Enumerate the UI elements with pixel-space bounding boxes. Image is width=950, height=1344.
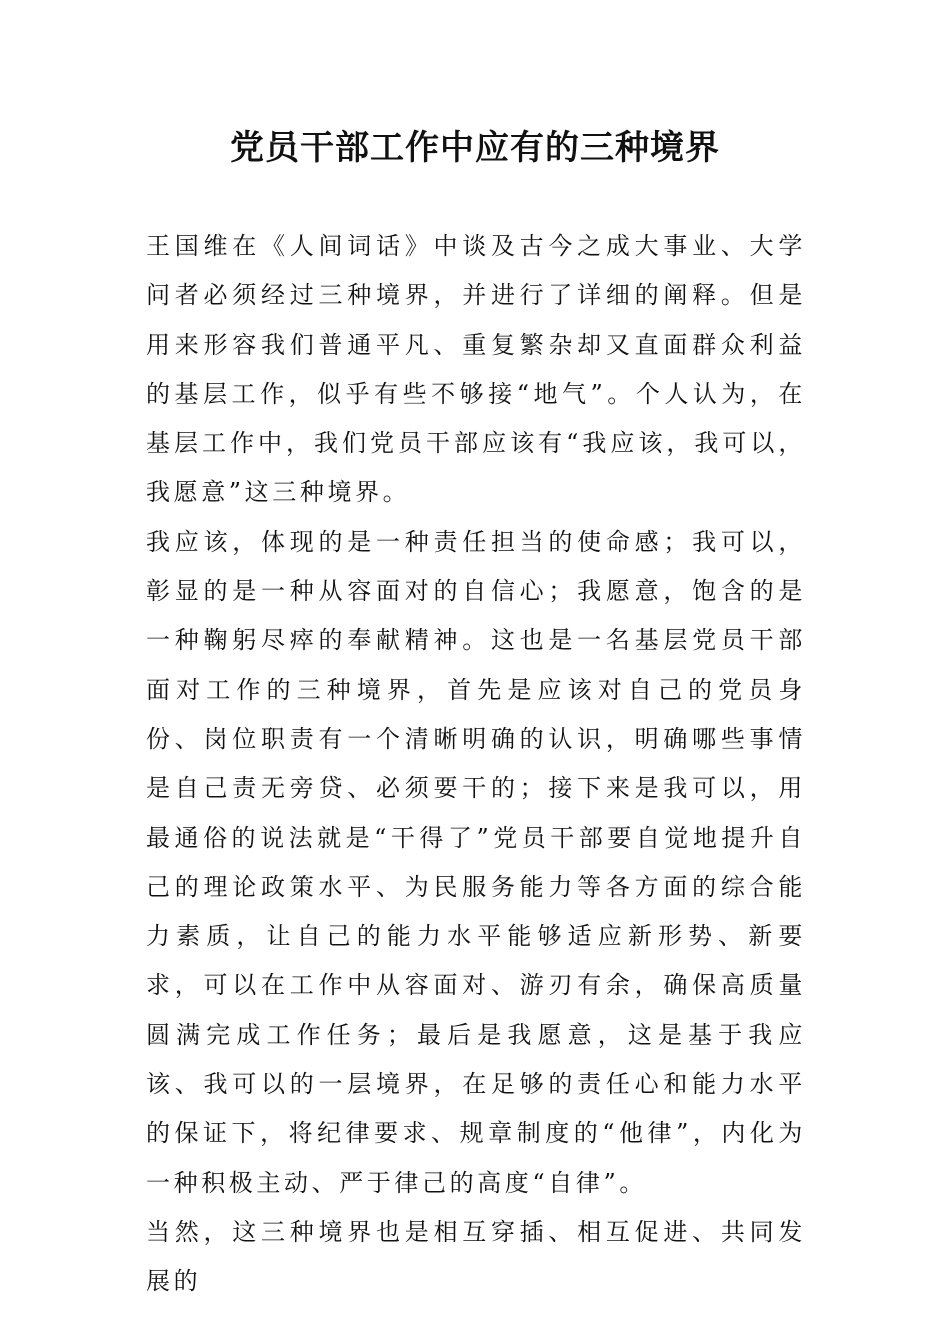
document-title: 党员干部工作中应有的三种境界 [230,128,720,168]
document-body [146,222,806,1307]
paragraph-three-realms: 我应该，体现的是一种责任担当的使命感；我可以，彰显的是一种从容面对的自信心；我愿意，饱含的是一种鞠躬尽瘁的奉献精神。这也是一名基层党员干部面对工作的三种境界，首先是应该对自己的党员身份、岗位职责有一个清晰明确的认识，明确哪些事情是自己责无旁贷、必须要干的；接下来是我可以，用最通俗的说法就是“干得了”党员干部要自觉地提升自己的理论政策水平、为民服务能力等各方面的综合能力素质，让自己的能力水平能够适应新形势、新要求，可以在工作中从容面对、游刃有余，确保高质量圆满完成工作任务；最后是我愿意，这是基于我应该、我可以的一层境界，在足够的责任心和能力水平的保证下，将纪律要求、规章制度的“他律”，内化为一种积极主动、严于律己的高度“自律”。 [146,527,806,1197]
paragraph-intro: 王国维在《人间词话》中谈及古今之成大事业、大学问者必须经过三种境界，并进行了详细的阐释。但是用来形容我们普通平凡、重复繁杂却又直面群众利益的基层工作，似乎有些不够接“地气”。个人认为，在基层工作中，我们党员干部应该有“我应该，我可以，我愿意”这三种境界。 [146,232,806,507]
paragraph-conclusion: 当然，这三种境界也是相互穿插、相互促进、共同发展的 [146,1217,806,1296]
